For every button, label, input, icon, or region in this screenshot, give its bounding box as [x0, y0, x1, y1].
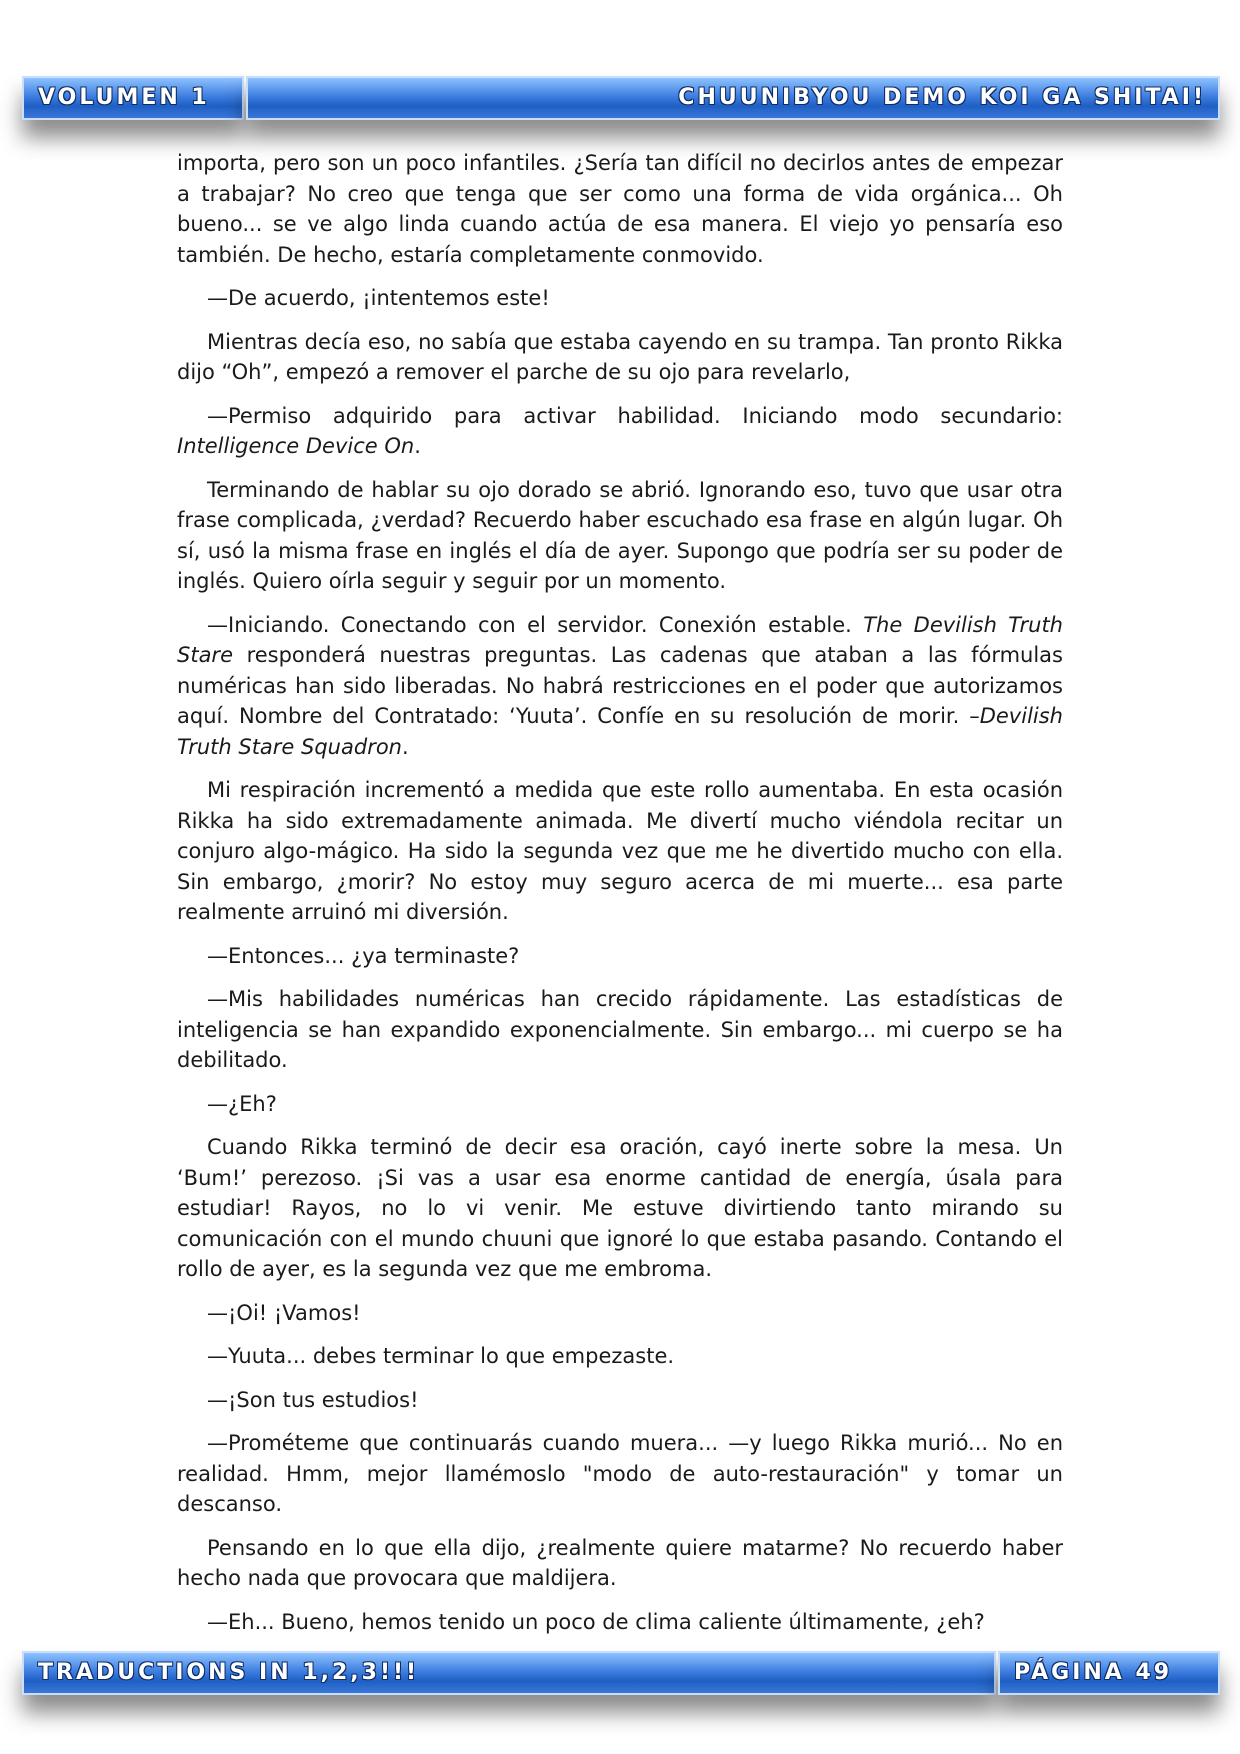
paragraph: —¡Oi! ¡Vamos!	[207, 1300, 361, 1325]
footer-group-bar	[22, 1651, 996, 1695]
paragraph: Mientras decía eso, no sabía que estaba cayendo en su trampa. Tan pronto Rikka dijo “Oh”, empezó a remover el parche de su ojo para revelarlo,	[177, 329, 1063, 384]
header-volume-bar	[22, 76, 244, 120]
text-run: —Iniciando. Conectando con el servidor. Conexión estable.	[207, 612, 864, 637]
page-number: PÁGINA 49	[1014, 1660, 1173, 1685]
paragraph: Terminando de hablar su ojo dorado se abrió. Ignorando eso, tuvo que usar otra frase complicada, ¿verdad? Recuerdo haber escuchado esa frase en algún lugar. Oh sí, usó la misma frase en inglés el día de ayer. Supongo que podría ser su poder de inglés. Quiero oírla seguir y seguir por un momento.	[177, 477, 1063, 593]
paragraph: —Eh... Bueno, hemos tenido un poco de clima caliente últimamente, ¿eh?	[207, 1609, 985, 1634]
volume-label: VOLUMEN 1	[38, 85, 210, 110]
paragraph: Mi respiración incrementó a medida que este rollo aumentaba. En esta ocasión Rikka ha sido extremadamente animada. Me divertí mucho viéndola recitar un conjuro algo-mágico. Ha sido la segunda vez que me he divertido mucho con ella. Sin embargo, ¿morir? No estoy muy seguro acerca de mi muerte... esa parte realmente arruinó mi diversión.	[177, 778, 1063, 924]
paragraph: Pensando en lo que ella dijo, ¿realmente quiere matarme? No recuerdo haber hecho nada que provocara que maldijera.	[177, 1535, 1063, 1590]
header-title-bar	[246, 76, 1220, 120]
paragraph: importa, pero son un poco infantiles. ¿Sería tan difícil no decirlos antes de empezar a trabajar? No creo que tenga que ser como una forma de vida orgánica... Oh bueno... se ve algo linda cuando actúa de esa manera. El viejo yo pensaría eso también. De hecho, estaría completamente conmovido.	[177, 151, 1063, 267]
page-body	[177, 148, 1063, 1650]
translation-group: TRADUCTIONS IN 1,2,3!!!	[38, 1660, 420, 1685]
italic-run: Devilish Truth Stare Squadron	[177, 704, 1063, 759]
text-run: responderá nuestras preguntas. Las cadenas que ataban a las fórmulas numéricas han sido liberadas. No habrá restricciones en el poder que autorizamos aquí. Nombre del Contratado: ‘Yuuta’. Confíe en su resolución de morir. –	[177, 643, 1063, 728]
paragraph: —Yuuta... debes terminar lo que empezaste.	[207, 1344, 675, 1368]
text-run: —Permiso adquirido para activar habilidad. Iniciando modo secundario:	[207, 403, 1063, 428]
paragraph	[177, 610, 1063, 763]
paragraph: —Mis habilidades numéricas han crecido rápidamente. Las estadísticas de inteligencia se han expandido exponencialmente. Sin embargo... mi cuerpo se ha debilitado.	[177, 987, 1063, 1072]
text-run: .	[414, 434, 421, 458]
paragraph: Cuando Rikka terminó de decir esa oración, cayó inerte sobre la mesa. Un ‘Bum!’ perezoso. ¡Si vas a usar esa enorme cantidad de energía, úsala para estudiar! Rayos, no lo vi venir. Me estuve divirtiendo tanto mirando su comunicación con el mundo chuuni que ignoré lo que estaba pasando. Contando el rollo de ayer, es la segunda vez que me embroma.	[177, 1135, 1063, 1281]
series-title: CHUUNIBYOU DEMO KOI GA SHITAI!	[678, 85, 1206, 110]
paragraph: —¡Son tus estudios!	[207, 1387, 419, 1412]
paragraph	[177, 401, 1063, 462]
text-run: .	[401, 734, 409, 759]
paragraph: —Prométeme que continuarás cuando muera... —y luego Rikka murió... No en realidad. Hmm, mejor llamémoslo "modo de auto-restauración" y tomar un descanso.	[177, 1431, 1063, 1516]
italic-run: Intelligence Device On	[177, 434, 415, 458]
paragraph: —Entonces... ¿ya terminaste?	[207, 943, 520, 968]
paragraph: —¿Eh?	[207, 1091, 277, 1116]
footer-page-bar	[998, 1651, 1220, 1695]
paragraph: —De acuerdo, ¡intentemos este!	[207, 286, 550, 310]
italic-run: The Devilish Truth Stare	[177, 612, 1063, 667]
